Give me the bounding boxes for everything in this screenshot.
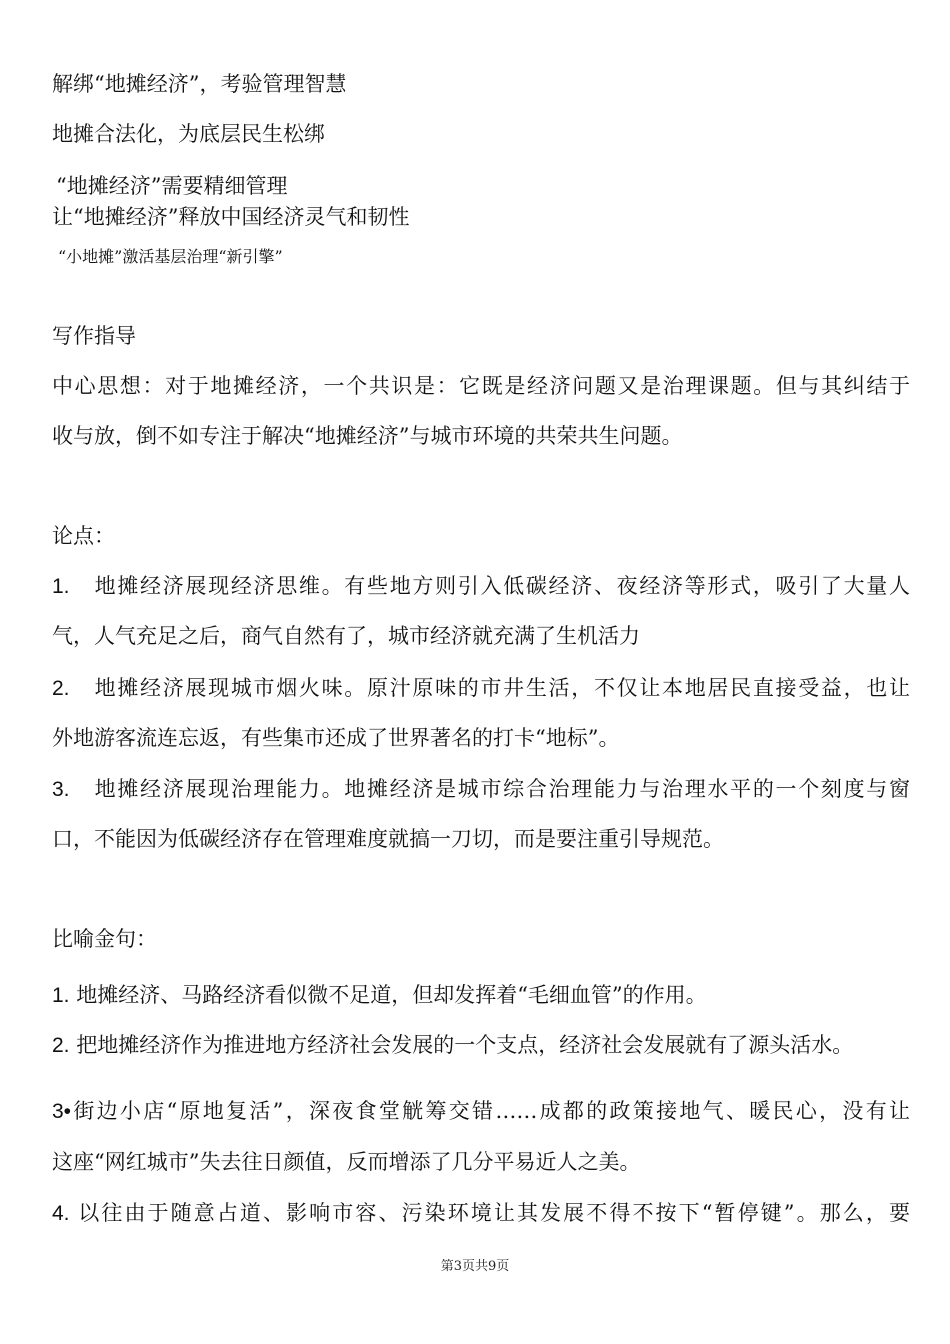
guide-heading: 写作指导	[52, 324, 136, 348]
metaphor-1-text: 地摊经济、马路经济看似微不足道，但却发挥着“毛细血管”的作用。	[76, 983, 707, 1007]
metaphor-4-text: 以往由于随意占道、影响市容、污染环境让其发展不得不按下“暂停键”。那么，要	[78, 1201, 910, 1225]
argument-2-line-2: 外地游客流连忘返，有些集市还成了世界著名的打卡“地标”。	[52, 726, 620, 750]
metaphor-4-number: 4.	[52, 1202, 70, 1225]
argument-1-number: 1.	[52, 575, 70, 598]
title-2: 地摊合法化，为底层民生松绑	[52, 122, 325, 146]
arguments-heading: 论点：	[52, 524, 115, 548]
metaphor-3-line-2: 这座“网红城市”失去往日颜值，反而增添了几分平易近人之美。	[52, 1150, 641, 1174]
metaphor-3-line-1	[52, 1097, 910, 1126]
metaphor-2	[52, 1031, 910, 1060]
argument-3-text: 地摊经济展现治理能力。地摊经济是城市综合治理能力与治理水平的一个刻度与窗	[94, 777, 911, 801]
argument-2-number: 2.	[52, 677, 70, 700]
metaphor-2-text: 把地摊经济作为推进地方经济社会发展的一个支点，经济社会发展就有了源头活水。	[76, 1033, 854, 1057]
metaphors-heading: 比喻金句：	[52, 927, 157, 951]
metaphor-4	[52, 1199, 910, 1228]
center-idea-line-1: 中心思想：对于地摊经济，一个共识是：它既是经济问题又是治理课题。但与其纠结于	[52, 374, 910, 398]
title-4: 让“地摊经济”释放中国经济灵气和韧性	[52, 205, 410, 229]
title-5: “小地摊”激活基层治理“新引擎”	[58, 247, 283, 266]
page-footer: 第3页共9页	[440, 1259, 510, 1274]
metaphor-1-number: 1.	[52, 984, 70, 1007]
metaphor-1	[52, 981, 910, 1010]
metaphor-3-number: 3•	[52, 1100, 72, 1123]
argument-3-line-1	[52, 775, 910, 804]
argument-1-text: 地摊经济展现经济思维。有些地方则引入低碳经济、夜经济等形式，吸引了大量人	[94, 574, 911, 598]
title-3: “地摊经济”需要精细管理	[56, 174, 288, 198]
argument-3-line-2: 口，不能因为低碳经济存在管理难度就搞一刀切，而是要注重引导规范。	[52, 827, 724, 851]
argument-3-number: 3.	[52, 778, 70, 801]
title-1: 解绑“地摊经济”，考验管理智慧	[52, 72, 347, 96]
metaphor-3-text: 街边小店“原地复活”，深夜食堂觥筹交错……成都的政策接地气、暖民心，没有让	[71, 1099, 910, 1123]
metaphor-2-number: 2.	[52, 1034, 70, 1057]
argument-2-line-1	[52, 674, 910, 703]
center-idea-line-2: 收与放，倒不如专注于解决“地摊经济”与城市环境的共荣共生问题。	[52, 424, 683, 448]
argument-2-text: 地摊经济展现城市烟火味。原汁原味的市井生活，不仅让本地居民直接受益，也让	[94, 676, 911, 700]
argument-1-line-1	[52, 572, 910, 601]
argument-1-line-2: 气，人气充足之后，商气自然有了，城市经济就充满了生机活力	[52, 624, 640, 648]
